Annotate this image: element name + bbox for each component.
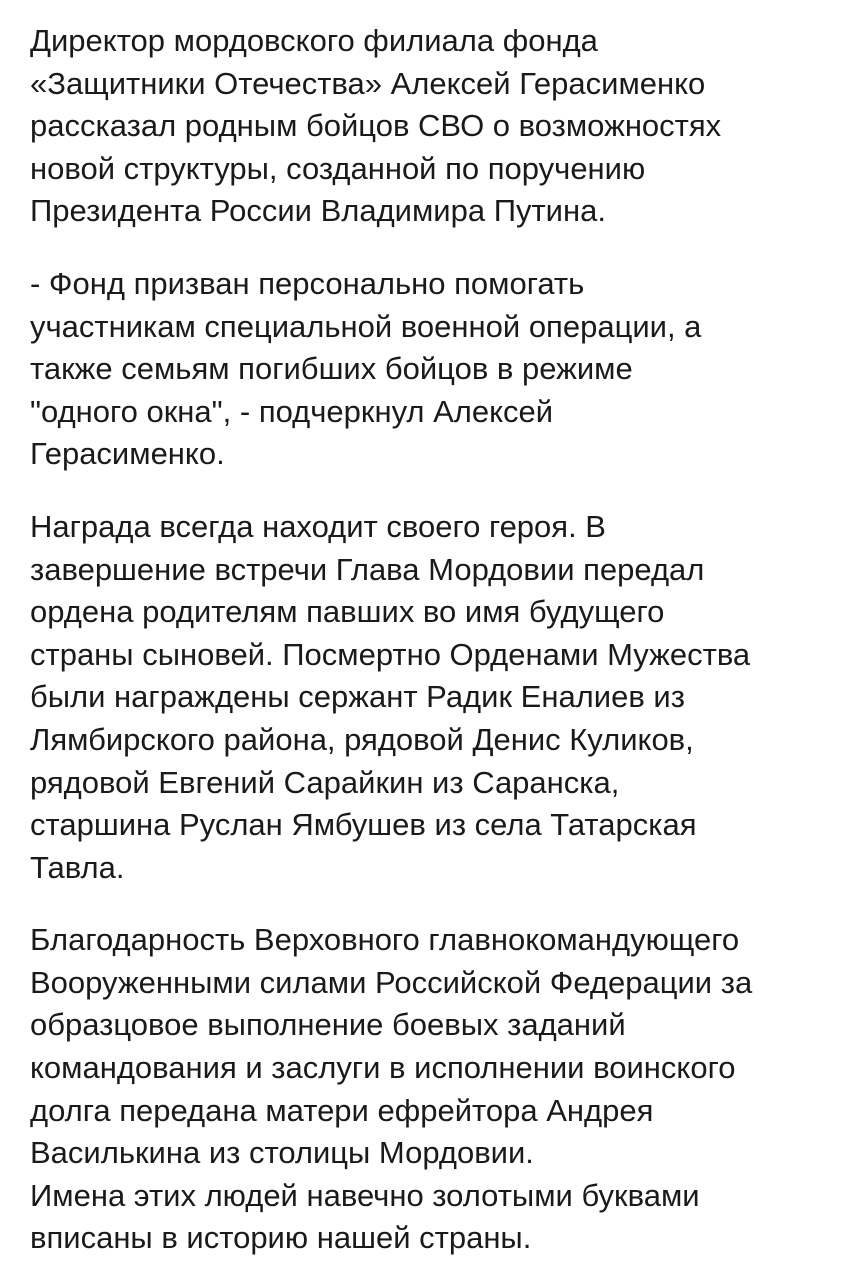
text-line: новой структуры, созданной по поручению [30, 150, 646, 186]
text-line: Имена этих людей навечно золотыми буквами [30, 1177, 700, 1213]
paragraph-spacer [30, 889, 840, 919]
text-line: Герасименко. [30, 436, 225, 472]
text-line: завершение встречи Глава Мордовии передал [30, 551, 705, 587]
text-line: Награда всегда находит своего героя. В [30, 508, 606, 544]
article-text [30, 20, 840, 1260]
text-line: вписаны в историю нашей страны. [30, 1220, 532, 1256]
text-line: Вооруженными силами Российской Федерации за [30, 964, 753, 1000]
text-line: Благодарность Верховного главнокомандующего [30, 922, 740, 958]
text-line: «Защитники Отечества» Алексей Герасименко [30, 65, 706, 101]
text-line: рассказал родным бойцов СВО о возможностях [30, 108, 722, 144]
paragraph-1 [30, 20, 840, 233]
text-line: были награждены сержант Радик Еналиев из [30, 679, 685, 715]
paragraph-spacer [30, 233, 840, 263]
text-line: участникам специальной военной операции, а [30, 308, 702, 344]
text-line: рядовой Евгений Сарайкин из Саранска, [30, 764, 620, 800]
text-line: Василькина из столицы Мордовии. [30, 1135, 534, 1171]
text-line: командования и заслуги в исполнении воинского [30, 1050, 736, 1086]
text-line: страны сыновей. Посмертно Орденами Мужества [30, 636, 751, 672]
paragraph-spacer [30, 476, 840, 506]
text-line: также семьям погибших бойцов в режиме [30, 351, 633, 387]
text-line: - Фонд призван персонально помогать [30, 265, 585, 301]
text-line: образцовое выполнение боевых заданий [30, 1007, 626, 1043]
paragraph-3 [30, 506, 840, 889]
text-line: Директор мордовского филиала фонда [30, 23, 598, 58]
paragraph-2 [30, 263, 840, 476]
text-line: Тавла. [30, 849, 125, 885]
text-line: Лямбирского района, рядовой Денис Куликов, [30, 721, 694, 757]
text-line: "одного окна", - подчеркнул Алексей [30, 393, 554, 429]
paragraph-4 [30, 919, 840, 1260]
text-line: старшина Руслан Ямбушев из села Татарская [30, 807, 697, 843]
text-line: Президента России Владимира Путина. [30, 193, 606, 229]
text-line: долга передана матери ефрейтора Андрея [30, 1092, 654, 1128]
text-line: ордена родителям павших во имя будущего [30, 594, 665, 630]
